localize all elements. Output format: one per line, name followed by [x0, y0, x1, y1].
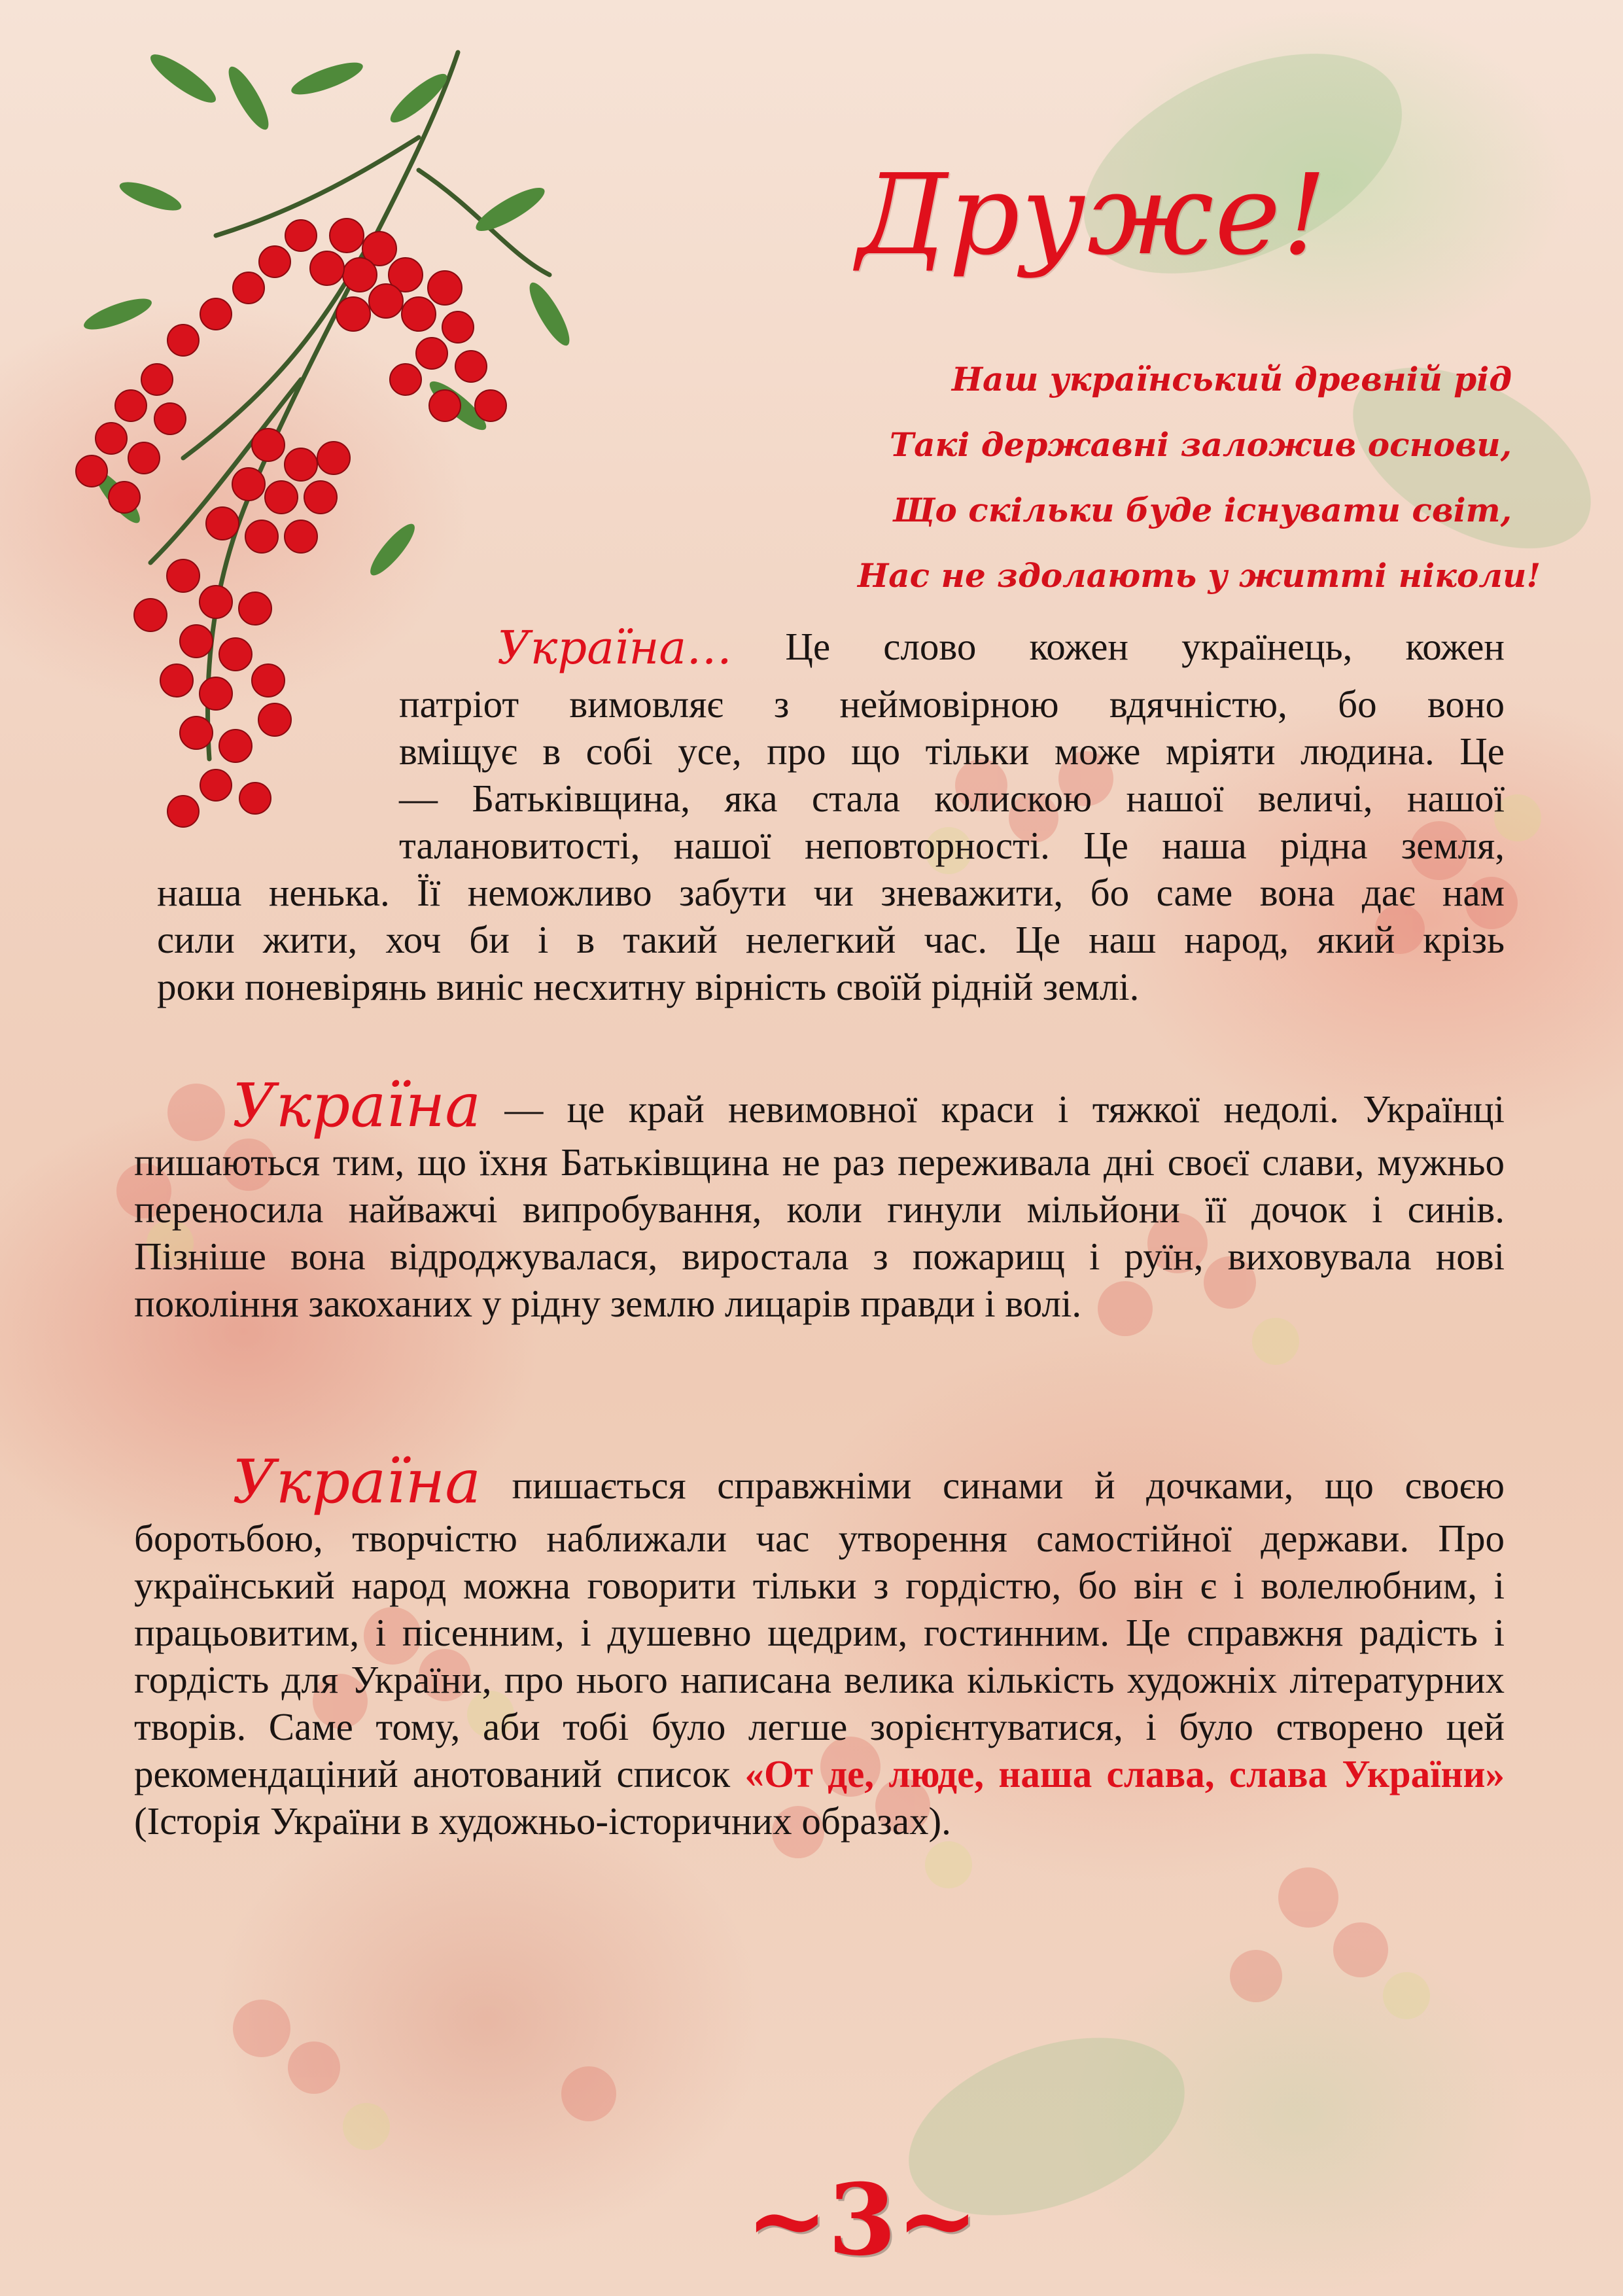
- drop-cap-word: Україна: [232, 1070, 481, 1140]
- paragraph-text: — це край невимовної краси і тяжкої недолі. Українці: [481, 1087, 1505, 1131]
- paragraph-2-first-line: [232, 1070, 1505, 1140]
- paragraph-1: [157, 615, 1505, 1010]
- page-title: Друже!: [857, 150, 1328, 280]
- highlighted-list-title: «От де, люде, наша слава, слава України»: [744, 1752, 1505, 1795]
- poem-line: Такі державні заложив основи,: [889, 425, 1512, 464]
- paragraph-line: вміщує в собі усе, про що тільки може мріяти людина. Це: [399, 730, 1505, 773]
- paragraph-text: (Історія України в художньо-історичних образах).: [134, 1799, 951, 1843]
- paragraph-text: Це слово кожен українець, кожен: [785, 625, 1505, 668]
- paragraph-3-first-line: [232, 1449, 1505, 1515]
- paragraph-3: [134, 1449, 1505, 1845]
- drop-cap-word: Україна: [232, 1447, 481, 1517]
- paragraph-1-first-line: [497, 615, 1505, 680]
- paragraph-text: пишається справжніми синами й дочками, що своєю: [481, 1464, 1505, 1507]
- paragraph-text: боротьбою, творчістю наближали час утворення самостійної держави. Про український народ можна говорити тільки з гордістю, бо він є і волелюбним, і працьовитим, і пісенним, і душевно щедрим, гостинним. Це справжня радість і гордість для України, про нього написана велика кількість художніх літературних творів. Саме тому, аби тобі було легше зорієнтуватися, і було створено цей рекомендаціний анотований список: [134, 1517, 1505, 1795]
- paragraph-line: наша ненька. Її неможливо забути чи зневажити, бо саме вона дає нам: [157, 871, 1505, 914]
- paragraph-line: сили жити, хоч би і в такий нелегкий час. Це наш народ, який крізь: [157, 918, 1505, 961]
- paragraph-line: патріот вимовляє з неймовірною вдячністю, бо воно: [399, 682, 1505, 726]
- paragraph-line: роки поневірянь виніс несхитну вірність своїй рідній землі.: [157, 965, 1140, 1008]
- poem-line: Що скільки буде існувати світ,: [892, 491, 1512, 529]
- paragraph-2: [134, 1070, 1505, 1327]
- paragraph-line: талановитості, нашої неповторності. Це наша рідна земля,: [399, 824, 1505, 867]
- page-number: ~3~: [746, 2163, 979, 2278]
- poem-line: Нас не здолають у житті ніколи!: [858, 556, 1541, 595]
- epigraph-poem: [858, 347, 1541, 609]
- paragraph-text: пишаються тим, що їхня Батьківщина не раз переживала дні своєї слави, мужньо переносила найважчі випробування, коли гинули мільйони її дочок і синів. Пізніше вона відроджувалася, виростала з пожарищ і руїн, виховувала нові покоління закоханих у рідну землю лицарів правди і волі.: [134, 1140, 1505, 1325]
- poem-line: Наш український древній рід: [951, 360, 1512, 398]
- drop-cap-word: Україна…: [497, 621, 733, 675]
- paragraph-line: — Батьківщина, яка стала колискою нашої величі, нашої: [399, 777, 1505, 820]
